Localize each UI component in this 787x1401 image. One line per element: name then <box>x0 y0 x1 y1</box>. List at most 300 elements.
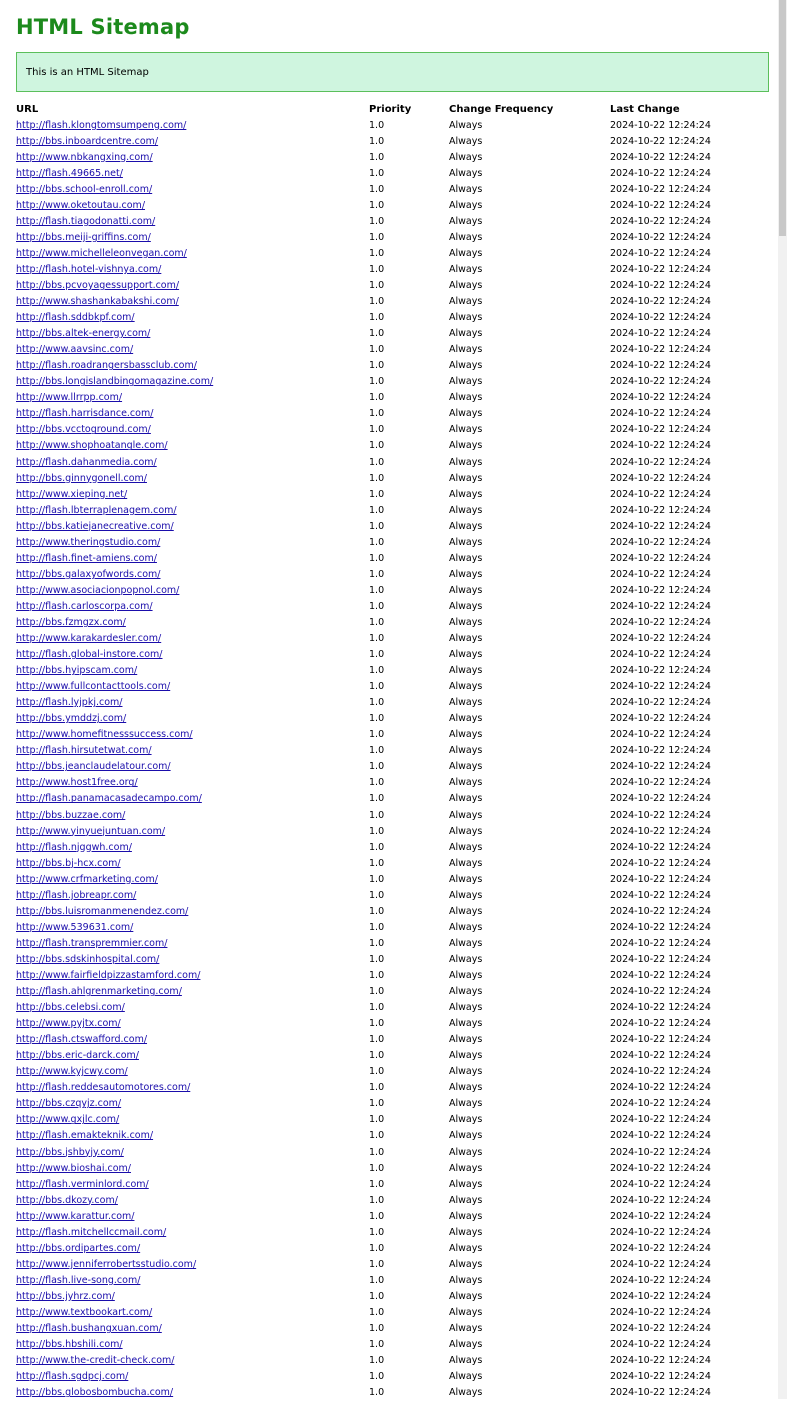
url-cell <box>16 679 369 695</box>
url-cell <box>16 647 369 663</box>
sitemap-link[interactable]: http://flash.live-song.com/ <box>16 1274 141 1286</box>
table-row <box>16 631 771 647</box>
sitemap-link[interactable]: http://www.llrrpp.com/ <box>16 392 123 404</box>
last-change-cell: 2024-10-22 12:24:24 <box>610 440 711 452</box>
url-cell <box>16 1288 369 1304</box>
sitemap-link[interactable]: http://www.539631.com/ <box>16 921 134 933</box>
table-row <box>16 1288 771 1304</box>
priority-cell: 1.0 <box>369 424 385 436</box>
table-row <box>16 149 771 165</box>
last-change-cell: 2024-10-22 12:24:24 <box>610 183 711 195</box>
priority-cell: 1.0 <box>369 905 385 917</box>
change-frequency-cell: Always <box>449 1034 483 1046</box>
table-row <box>16 1048 771 1064</box>
last-change-cell: 2024-10-22 12:24:24 <box>610 1018 711 1030</box>
table-row <box>16 1096 771 1112</box>
sitemap-link[interactable]: http://flash.roadrangersbassclub.com/ <box>16 360 197 372</box>
sitemap-link[interactable]: http://bbs.czqyjz.com/ <box>16 1098 122 1110</box>
last-change-cell: 2024-10-22 12:24:24 <box>610 600 711 612</box>
table-row <box>16 1032 771 1048</box>
priority-cell: 1.0 <box>369 1066 385 1078</box>
sitemap-link[interactable]: http://www.fairfieldpizzastamford.com/ <box>16 970 201 981</box>
sitemap-link[interactable]: http://flash.tiagodonatti.com/ <box>16 215 156 227</box>
table-row <box>16 390 771 406</box>
url-cell <box>16 663 369 679</box>
table-row <box>16 133 771 149</box>
scrollbar-thumb[interactable] <box>779 0 786 236</box>
priority-cell: 1.0 <box>369 1387 385 1399</box>
table-row <box>16 919 771 935</box>
url-cell <box>16 1321 369 1337</box>
change-frequency-cell: Always <box>449 1290 483 1302</box>
table-row <box>16 165 771 181</box>
last-change-cell: 2024-10-22 12:24:24 <box>610 841 711 853</box>
change-frequency-cell: Always <box>449 873 483 885</box>
sitemap-link[interactable]: http://flash.panamacasadecampo.com/ <box>16 793 202 805</box>
last-change-cell: 2024-10-22 12:24:24 <box>610 472 711 484</box>
change-frequency-cell: Always <box>449 568 483 580</box>
sitemap-link[interactable]: http://www.homefitnesssuccess.com/ <box>16 729 193 741</box>
sitemap-link[interactable]: http://flash.harrisdance.com/ <box>16 408 154 420</box>
sitemap-link[interactable]: http://bbs.katiejanecreative.com/ <box>16 520 174 532</box>
priority-cell: 1.0 <box>369 745 385 757</box>
sitemap-link[interactable]: http://flash.global-instore.com/ <box>16 649 163 661</box>
table-row <box>16 1112 771 1128</box>
sitemap-link[interactable]: http://flash.hotel-vishnya.com/ <box>16 263 162 275</box>
url-cell <box>16 631 369 647</box>
last-change-cell: 2024-10-22 12:24:24 <box>610 312 711 324</box>
sitemap-link[interactable]: http://www.shophoatangle.com/ <box>16 440 168 452</box>
intro-text: This is an HTML Sitemap <box>26 67 149 78</box>
priority-cell: 1.0 <box>369 231 385 243</box>
url-cell <box>16 1385 369 1401</box>
sitemap-link[interactable]: http://www.crfmarketing.com/ <box>16 873 158 885</box>
table-row <box>16 1176 771 1192</box>
change-frequency-cell: Always <box>449 649 483 661</box>
change-frequency-cell: Always <box>449 1339 483 1351</box>
url-cell <box>16 213 369 229</box>
table-row <box>16 486 771 502</box>
url-cell <box>16 422 369 438</box>
priority-cell: 1.0 <box>369 151 385 163</box>
url-cell <box>16 374 369 390</box>
table-row <box>16 261 771 277</box>
table-row <box>16 502 771 518</box>
sitemap-link[interactable]: http://bbs.galaxyofwords.com/ <box>16 568 161 580</box>
change-frequency-cell: Always <box>449 215 483 227</box>
url-cell <box>16 1240 369 1256</box>
url-cell <box>16 1000 369 1016</box>
priority-cell: 1.0 <box>369 713 385 725</box>
last-change-cell: 2024-10-22 12:24:24 <box>610 1355 711 1367</box>
url-cell <box>16 326 369 342</box>
priority-cell: 1.0 <box>369 1018 385 1030</box>
change-frequency-cell: Always <box>449 970 483 981</box>
change-frequency-cell: Always <box>449 793 483 805</box>
sitemap-link[interactable]: http://flash.sddbkpf.com/ <box>16 312 135 324</box>
change-frequency-cell: Always <box>449 279 483 291</box>
last-change-cell: 2024-10-22 12:24:24 <box>610 953 711 965</box>
table-row <box>16 647 771 663</box>
sitemap-link[interactable]: http://www.yinyuejuntuan.com/ <box>16 825 166 837</box>
sitemap-link[interactable]: http://bbs.fzmgzx.com/ <box>16 616 126 628</box>
priority-cell: 1.0 <box>369 1339 385 1351</box>
table-row <box>16 1192 771 1208</box>
sitemap-link[interactable]: http://www.karattur.com/ <box>16 1210 135 1222</box>
table-row <box>16 1385 771 1401</box>
sitemap-link[interactable]: http://flash.reddesautomotores.com/ <box>16 1082 191 1094</box>
table-row <box>16 229 771 245</box>
sitemap-link[interactable]: http://www.asociacionpopnol.com/ <box>16 584 180 596</box>
priority-cell: 1.0 <box>369 568 385 580</box>
priority-cell: 1.0 <box>369 1258 385 1270</box>
last-change-cell: 2024-10-22 12:24:24 <box>610 649 711 661</box>
url-cell <box>16 1096 369 1112</box>
last-change-cell: 2024-10-22 12:24:24 <box>610 873 711 885</box>
url-cell <box>16 406 369 422</box>
sitemap-link[interactable]: http://www.fullcontacttools.com/ <box>16 681 171 693</box>
last-change-cell: 2024-10-22 12:24:24 <box>610 360 711 372</box>
last-change-cell: 2024-10-22 12:24:24 <box>610 247 711 259</box>
url-cell <box>16 1032 369 1048</box>
priority-cell: 1.0 <box>369 1114 385 1126</box>
sitemap-link[interactable]: http://bbs.jshbyjy.com/ <box>16 1146 124 1158</box>
last-change-cell: 2024-10-22 12:24:24 <box>610 1274 711 1286</box>
sitemap-link[interactable]: http://www.textbookart.com/ <box>16 1306 153 1318</box>
change-frequency-cell: Always <box>449 745 483 757</box>
sitemap-link[interactable]: http://flash.49665.net/ <box>16 167 123 179</box>
table-row <box>16 1353 771 1369</box>
sitemap-link[interactable]: http://flash.sgdpcj.com/ <box>16 1371 129 1383</box>
change-frequency-cell: Always <box>449 697 483 709</box>
priority-cell: 1.0 <box>369 392 385 404</box>
sitemap-link[interactable]: http://flash.hirsutetwat.com/ <box>16 745 152 757</box>
change-frequency-cell: Always <box>449 1050 483 1062</box>
sitemap-link[interactable]: http://bbs.jyhrz.com/ <box>16 1290 115 1302</box>
priority-cell: 1.0 <box>369 1178 385 1190</box>
change-frequency-cell: Always <box>449 328 483 340</box>
url-cell <box>16 823 369 839</box>
table-row <box>16 1224 771 1240</box>
change-frequency-cell: Always <box>449 456 483 468</box>
url-cell <box>16 1208 369 1224</box>
table-row <box>16 294 771 310</box>
priority-cell: 1.0 <box>369 1323 385 1335</box>
sitemap-link[interactable]: http://bbs.school-enroll.com/ <box>16 183 153 195</box>
sitemap-link[interactable]: http://www.aavsinc.com/ <box>16 344 134 356</box>
sitemap-link[interactable]: http://bbs.inboardcentre.com/ <box>16 135 159 147</box>
sitemap-link[interactable]: http://flash.lyjpkj.com/ <box>16 697 123 709</box>
last-change-cell: 2024-10-22 12:24:24 <box>610 809 711 821</box>
sitemap-link[interactable]: http://bbs.luisromanmenendez.com/ <box>16 905 189 917</box>
change-frequency-cell: Always <box>449 135 483 147</box>
url-cell <box>16 438 369 454</box>
priority-cell: 1.0 <box>369 1226 385 1238</box>
change-frequency-cell: Always <box>449 312 483 324</box>
sitemap-link[interactable]: http://bbs.altek-energy.com/ <box>16 328 151 340</box>
last-change-cell: 2024-10-22 12:24:24 <box>610 279 711 291</box>
change-frequency-cell: Always <box>449 1002 483 1014</box>
sitemap-link[interactable]: http://flash.dahanmedia.com/ <box>16 456 157 468</box>
table-row <box>16 711 771 727</box>
last-change-cell: 2024-10-22 12:24:24 <box>610 665 711 677</box>
table-row <box>16 1064 771 1080</box>
url-cell <box>16 1160 369 1176</box>
url-cell <box>16 1064 369 1080</box>
last-change-cell: 2024-10-22 12:24:24 <box>610 697 711 709</box>
change-frequency-cell: Always <box>449 905 483 917</box>
table-row <box>16 534 771 550</box>
url-cell <box>16 566 369 582</box>
table-row <box>16 1208 771 1224</box>
sitemap-link[interactable]: http://flash.klongtomsumpeng.com/ <box>16 119 187 131</box>
url-cell <box>16 1016 369 1032</box>
last-change-cell: 2024-10-22 12:24:24 <box>610 1242 711 1254</box>
table-row <box>16 871 771 887</box>
last-change-cell: 2024-10-22 12:24:24 <box>610 761 711 773</box>
last-change-cell: 2024-10-22 12:24:24 <box>610 488 711 500</box>
sitemap-link[interactable]: http://bbs.vcctoground.com/ <box>16 424 151 436</box>
last-change-cell: 2024-10-22 12:24:24 <box>610 520 711 532</box>
priority-cell: 1.0 <box>369 649 385 661</box>
vertical-scrollbar[interactable] <box>778 0 787 1399</box>
change-frequency-cell: Always <box>449 937 483 949</box>
last-change-cell: 2024-10-22 12:24:24 <box>610 344 711 356</box>
sitemap-link[interactable]: http://flash.carloscorpa.com/ <box>16 600 153 612</box>
last-change-cell: 2024-10-22 12:24:24 <box>610 296 711 308</box>
sitemap-link[interactable]: http://www.bioshai.com/ <box>16 1162 131 1174</box>
last-change-cell: 2024-10-22 12:24:24 <box>610 729 711 741</box>
sitemap-link[interactable]: http://www.oketoutau.com/ <box>16 199 146 211</box>
sitemap-link[interactable]: http://www.theringstudio.com/ <box>16 536 161 548</box>
sitemap-link[interactable]: http://flash.emakteknik.com/ <box>16 1130 154 1142</box>
change-frequency-cell: Always <box>449 167 483 179</box>
change-frequency-cell: Always <box>449 231 483 243</box>
change-frequency-cell: Always <box>449 440 483 452</box>
priority-cell: 1.0 <box>369 1242 385 1254</box>
priority-cell: 1.0 <box>369 536 385 548</box>
priority-cell: 1.0 <box>369 1082 385 1094</box>
last-change-cell: 2024-10-22 12:24:24 <box>610 1339 711 1351</box>
table-row <box>16 791 771 807</box>
sitemap-link[interactable]: http://bbs.bj-hcx.com/ <box>16 857 121 869</box>
priority-cell: 1.0 <box>369 616 385 628</box>
sitemap-link[interactable]: http://www.michelleleonvegan.com/ <box>16 247 187 259</box>
priority-cell: 1.0 <box>369 328 385 340</box>
priority-cell: 1.0 <box>369 841 385 853</box>
sitemap-link[interactable]: http://flash.bushangxuan.com/ <box>16 1323 162 1335</box>
sitemap-link[interactable]: http://bbs.ordipartes.com/ <box>16 1242 141 1254</box>
sitemap-link[interactable]: http://bbs.ginnygonell.com/ <box>16 472 147 484</box>
change-frequency-cell: Always <box>449 729 483 741</box>
last-change-cell: 2024-10-22 12:24:24 <box>610 1306 711 1318</box>
table-row <box>16 823 771 839</box>
table-row <box>16 1016 771 1032</box>
url-cell <box>16 871 369 887</box>
table-row <box>16 855 771 871</box>
url-cell <box>16 245 369 261</box>
sitemap-link[interactable]: http://bbs.globosbombucha.com/ <box>16 1387 174 1399</box>
page-title: HTML Sitemap <box>16 15 190 39</box>
sitemap-link[interactable]: http://bbs.jeanclaudelatour.com/ <box>16 761 171 773</box>
table-row <box>16 1304 771 1320</box>
url-cell <box>16 919 369 935</box>
table-row <box>16 1256 771 1272</box>
priority-cell: 1.0 <box>369 360 385 372</box>
table-row <box>16 518 771 534</box>
table-row <box>16 117 771 133</box>
last-change-cell: 2024-10-22 12:24:24 <box>610 504 711 516</box>
last-change-cell: 2024-10-22 12:24:24 <box>610 536 711 548</box>
url-cell <box>16 165 369 181</box>
header-change-frequency: Change Frequency <box>449 104 554 115</box>
change-frequency-cell: Always <box>449 761 483 773</box>
last-change-cell: 2024-10-22 12:24:24 <box>610 1050 711 1062</box>
url-cell <box>16 117 369 133</box>
sitemap-link[interactable]: http://bbs.sdskinhospital.com/ <box>16 953 160 965</box>
last-change-cell: 2024-10-22 12:24:24 <box>610 1194 711 1206</box>
url-cell <box>16 839 369 855</box>
last-change-cell: 2024-10-22 12:24:24 <box>610 616 711 628</box>
table-row <box>16 422 771 438</box>
sitemap-link[interactable]: http://www.gxjlc.com/ <box>16 1114 120 1126</box>
sitemap-link[interactable]: http://flash.jobreapr.com/ <box>16 889 137 901</box>
url-cell <box>16 759 369 775</box>
sitemap-link[interactable]: http://www.nbkangxing.com/ <box>16 151 153 163</box>
priority-cell: 1.0 <box>369 1034 385 1046</box>
last-change-cell: 2024-10-22 12:24:24 <box>610 921 711 933</box>
sitemap-link[interactable]: http://flash.verminlord.com/ <box>16 1178 149 1190</box>
last-change-cell: 2024-10-22 12:24:24 <box>610 328 711 340</box>
sitemap-link[interactable]: http://www.host1free.org/ <box>16 777 138 789</box>
priority-cell: 1.0 <box>369 344 385 356</box>
url-cell <box>16 1144 369 1160</box>
table-row <box>16 326 771 342</box>
sitemap-link[interactable]: http://www.xieping.net/ <box>16 488 128 500</box>
sitemap-link[interactable]: http://flash.ctswafford.com/ <box>16 1034 148 1046</box>
last-change-cell: 2024-10-22 12:24:24 <box>610 793 711 805</box>
sitemap-link[interactable]: http://bbs.pcvoyagessupport.com/ <box>16 279 180 291</box>
change-frequency-cell: Always <box>449 1355 483 1367</box>
url-cell <box>16 277 369 293</box>
url-cell <box>16 1112 369 1128</box>
change-frequency-cell: Always <box>449 1274 483 1286</box>
last-change-cell: 2024-10-22 12:24:24 <box>610 1130 711 1142</box>
last-change-cell: 2024-10-22 12:24:24 <box>610 408 711 420</box>
table-row <box>16 903 771 919</box>
table-row <box>16 887 771 903</box>
priority-cell: 1.0 <box>369 552 385 564</box>
table-row <box>16 197 771 213</box>
sitemap-link[interactable]: http://flash.finet-amiens.com/ <box>16 552 157 564</box>
sitemap-link[interactable]: http://bbs.hbshili.com/ <box>16 1339 123 1351</box>
last-change-cell: 2024-10-22 12:24:24 <box>610 1178 711 1190</box>
sitemap-link[interactable]: http://www.shashankabakshi.com/ <box>16 296 179 308</box>
url-cell <box>16 470 369 486</box>
change-frequency-cell: Always <box>449 841 483 853</box>
sitemap-link[interactable]: http://www.the-credit-check.com/ <box>16 1355 175 1367</box>
sitemap-link[interactable]: http://flash.njggwh.com/ <box>16 841 132 853</box>
change-frequency-cell: Always <box>449 665 483 677</box>
priority-cell: 1.0 <box>369 440 385 452</box>
sitemap-link[interactable]: http://bbs.hyipscam.com/ <box>16 665 138 677</box>
sitemap-link[interactable]: http://bbs.ymddzj.com/ <box>16 713 127 725</box>
url-cell <box>16 1304 369 1320</box>
url-cell <box>16 1353 369 1369</box>
last-change-cell: 2024-10-22 12:24:24 <box>610 1034 711 1046</box>
sitemap-link[interactable]: http://www.pyjtx.com/ <box>16 1018 121 1030</box>
sitemap-link[interactable]: http://www.karakardesler.com/ <box>16 633 162 645</box>
url-cell <box>16 502 369 518</box>
sitemap-link[interactable]: http://flash.lbterraplenagem.com/ <box>16 504 177 516</box>
priority-cell: 1.0 <box>369 953 385 965</box>
sitemap-link[interactable]: http://bbs.longislandbingomagazine.com/ <box>16 376 214 388</box>
change-frequency-cell: Always <box>449 119 483 131</box>
priority-cell: 1.0 <box>369 729 385 741</box>
priority-cell: 1.0 <box>369 777 385 789</box>
table-row <box>16 743 771 759</box>
priority-cell: 1.0 <box>369 215 385 227</box>
change-frequency-cell: Always <box>449 488 483 500</box>
last-change-cell: 2024-10-22 12:24:24 <box>610 937 711 949</box>
sitemap-table <box>16 102 771 1401</box>
priority-cell: 1.0 <box>369 263 385 275</box>
sitemap-link[interactable]: http://www.kyjcwy.com/ <box>16 1066 128 1078</box>
priority-cell: 1.0 <box>369 199 385 211</box>
last-change-cell: 2024-10-22 12:24:24 <box>610 568 711 580</box>
url-cell <box>16 133 369 149</box>
sitemap-link[interactable]: http://bbs.buzzae.com/ <box>16 809 126 821</box>
sitemap-link[interactable]: http://www.jenniferrobertsstudio.com/ <box>16 1258 197 1270</box>
change-frequency-cell: Always <box>449 1066 483 1078</box>
priority-cell: 1.0 <box>369 1194 385 1206</box>
table-row <box>16 614 771 630</box>
change-frequency-cell: Always <box>449 504 483 516</box>
last-change-cell: 2024-10-22 12:24:24 <box>610 119 711 131</box>
last-change-cell: 2024-10-22 12:24:24 <box>610 825 711 837</box>
url-cell <box>16 1080 369 1096</box>
last-change-cell: 2024-10-22 12:24:24 <box>610 1082 711 1094</box>
change-frequency-cell: Always <box>449 1018 483 1030</box>
header-priority: Priority <box>369 104 412 115</box>
priority-cell: 1.0 <box>369 986 385 998</box>
sitemap-link[interactable]: http://bbs.celebsi.com/ <box>16 1002 125 1014</box>
url-cell <box>16 984 369 1000</box>
priority-cell: 1.0 <box>369 247 385 259</box>
change-frequency-cell: Always <box>449 472 483 484</box>
change-frequency-cell: Always <box>449 953 483 965</box>
change-frequency-cell: Always <box>449 424 483 436</box>
change-frequency-cell: Always <box>449 183 483 195</box>
sitemap-link[interactable]: http://flash.transpremmier.com/ <box>16 937 168 949</box>
url-cell <box>16 1048 369 1064</box>
change-frequency-cell: Always <box>449 1146 483 1158</box>
url-cell <box>16 310 369 326</box>
sitemap-link[interactable]: http://bbs.meiji-griffins.com/ <box>16 231 151 243</box>
sitemap-link[interactable]: http://bbs.eric-darck.com/ <box>16 1050 139 1062</box>
url-cell <box>16 518 369 534</box>
change-frequency-cell: Always <box>449 296 483 308</box>
change-frequency-cell: Always <box>449 1371 483 1383</box>
last-change-cell: 2024-10-22 12:24:24 <box>610 424 711 436</box>
sitemap-link[interactable]: http://flash.ahlgrenmarketing.com/ <box>16 986 182 998</box>
table-row <box>16 775 771 791</box>
sitemap-link[interactable]: http://flash.mitchellccmail.com/ <box>16 1226 167 1238</box>
change-frequency-cell: Always <box>449 1258 483 1270</box>
last-change-cell: 2024-10-22 12:24:24 <box>610 986 711 998</box>
sitemap-link[interactable]: http://bbs.dkozy.com/ <box>16 1194 118 1206</box>
url-cell <box>16 903 369 919</box>
